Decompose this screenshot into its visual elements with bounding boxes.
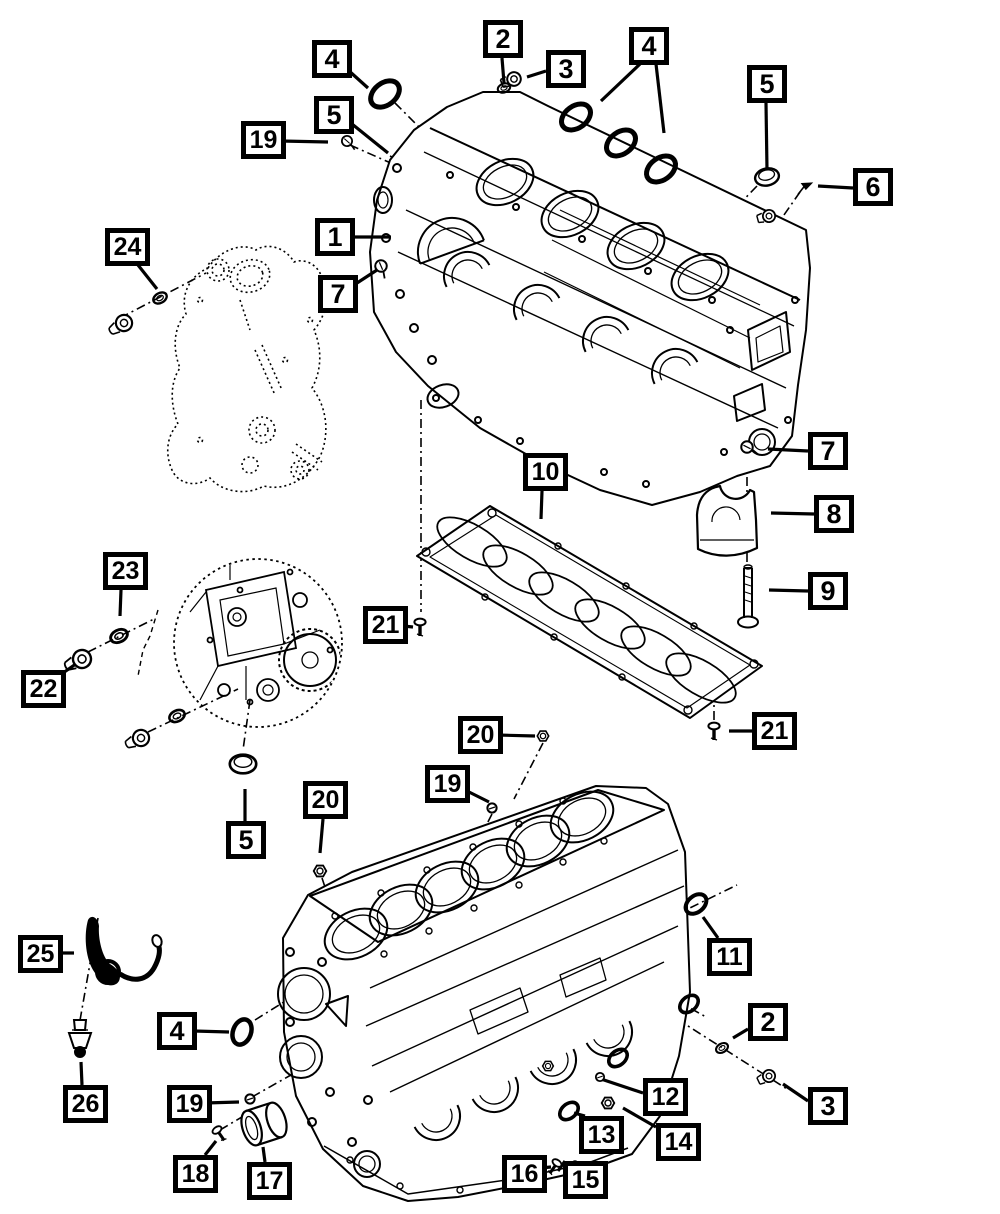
leader-line-19 bbox=[281, 141, 328, 142]
axis-line bbox=[88, 618, 156, 652]
part-sealing-washer-icon bbox=[714, 1041, 729, 1055]
part-hex-nut-icon bbox=[602, 1098, 615, 1109]
leader-line-2 bbox=[733, 1029, 748, 1038]
leader-line-18 bbox=[205, 1141, 216, 1155]
axis-line bbox=[514, 743, 543, 799]
callout-10[interactable]: 10 bbox=[523, 453, 568, 491]
leader-line-17 bbox=[263, 1147, 265, 1162]
callout-24[interactable]: 24 bbox=[105, 228, 150, 266]
leader-line-10 bbox=[541, 491, 542, 519]
callout-15[interactable]: 15 bbox=[563, 1161, 608, 1199]
callout-9[interactable]: 9 bbox=[808, 572, 848, 610]
callout-5[interactable]: 5 bbox=[314, 96, 354, 134]
leader-line-7 bbox=[768, 449, 808, 451]
leader-line-4 bbox=[656, 64, 664, 133]
part-screw-plug-icon bbox=[596, 1073, 604, 1081]
callout-16[interactable]: 16 bbox=[502, 1155, 547, 1193]
part-threaded-plug-icon bbox=[123, 727, 152, 752]
callout-4[interactable]: 4 bbox=[629, 27, 669, 65]
callout-17[interactable]: 17 bbox=[247, 1162, 292, 1200]
part-hex-plug-icon bbox=[314, 866, 327, 877]
callout-2[interactable]: 2 bbox=[483, 20, 523, 58]
part-o-ring-icon bbox=[229, 1017, 255, 1048]
callout-4[interactable]: 4 bbox=[312, 40, 352, 78]
leader-line-24 bbox=[138, 265, 157, 289]
callout-11[interactable]: 11 bbox=[707, 938, 752, 976]
part-flange-bolt-icon bbox=[708, 723, 719, 740]
callout-20[interactable]: 20 bbox=[303, 781, 348, 819]
leader-line-4 bbox=[194, 1031, 229, 1032]
leader-line-5 bbox=[766, 103, 767, 170]
part-sealing-washer-icon bbox=[151, 290, 168, 306]
part-cup-plug-icon bbox=[230, 755, 256, 774]
callout-1[interactable]: 1 bbox=[315, 218, 355, 256]
part-sealing-washer-icon bbox=[108, 627, 129, 645]
callout-2[interactable]: 2 bbox=[748, 1003, 788, 1041]
part-flange-bolt-icon bbox=[414, 619, 425, 636]
callout-3[interactable]: 3 bbox=[808, 1087, 848, 1125]
part-set-screw-icon bbox=[795, 180, 814, 194]
callout-21[interactable]: 21 bbox=[752, 712, 797, 750]
callout-7[interactable]: 7 bbox=[318, 275, 358, 313]
callout-3[interactable]: 3 bbox=[546, 50, 586, 88]
bearing-cap-art bbox=[697, 486, 757, 556]
camshaft-bushing-art bbox=[238, 1100, 291, 1148]
detail-circle-art bbox=[138, 559, 342, 727]
leader-line-4 bbox=[601, 64, 640, 101]
leader-line-3 bbox=[783, 1084, 808, 1101]
leader-line-9 bbox=[769, 590, 808, 591]
part-hex-plug-icon bbox=[537, 731, 548, 741]
callout-26[interactable]: 26 bbox=[63, 1085, 108, 1123]
callout-25[interactable]: 25 bbox=[18, 935, 63, 973]
leader-line-6 bbox=[818, 186, 853, 188]
callout-5[interactable]: 5 bbox=[226, 821, 266, 859]
part-screw-plug-icon bbox=[245, 1094, 254, 1103]
callout-23[interactable]: 23 bbox=[103, 552, 148, 590]
callout-19[interactable]: 19 bbox=[425, 765, 470, 803]
mounting-bracket-art bbox=[168, 246, 326, 491]
part-banjo-bolt-icon bbox=[106, 312, 135, 339]
leader-line-11 bbox=[703, 917, 718, 938]
leader-line-20 bbox=[320, 819, 323, 853]
callout-20[interactable]: 20 bbox=[458, 716, 503, 754]
engine-block-bottom-art bbox=[278, 782, 690, 1201]
callout-8[interactable]: 8 bbox=[814, 495, 854, 533]
leader-line-3 bbox=[527, 71, 546, 77]
leader-line-26 bbox=[81, 1062, 82, 1085]
part-sealing-washer-icon bbox=[167, 708, 186, 725]
callout-6[interactable]: 6 bbox=[853, 168, 893, 206]
piston-cooling-nozzle-art bbox=[86, 917, 164, 985]
callout-7[interactable]: 7 bbox=[808, 432, 848, 470]
callout-22[interactable]: 22 bbox=[21, 670, 66, 708]
sensor-art bbox=[69, 1020, 91, 1057]
part-screw-plug-icon bbox=[487, 803, 496, 812]
callout-18[interactable]: 18 bbox=[173, 1155, 218, 1193]
leader-line-23 bbox=[120, 590, 121, 616]
callout-4[interactable]: 4 bbox=[157, 1012, 197, 1050]
callout-13[interactable]: 13 bbox=[579, 1116, 624, 1154]
part-cup-plug-icon bbox=[753, 166, 780, 188]
main-bearing-bolt-art bbox=[738, 565, 758, 628]
callout-19[interactable]: 19 bbox=[241, 121, 286, 159]
part-hex-plug-icon bbox=[543, 1061, 554, 1070]
callout-21[interactable]: 21 bbox=[363, 606, 408, 644]
leader-line-8 bbox=[771, 513, 814, 514]
callout-5[interactable]: 5 bbox=[747, 65, 787, 103]
callout-19[interactable]: 19 bbox=[167, 1085, 212, 1123]
callout-12[interactable]: 12 bbox=[643, 1078, 688, 1116]
callout-14[interactable]: 14 bbox=[656, 1123, 701, 1161]
